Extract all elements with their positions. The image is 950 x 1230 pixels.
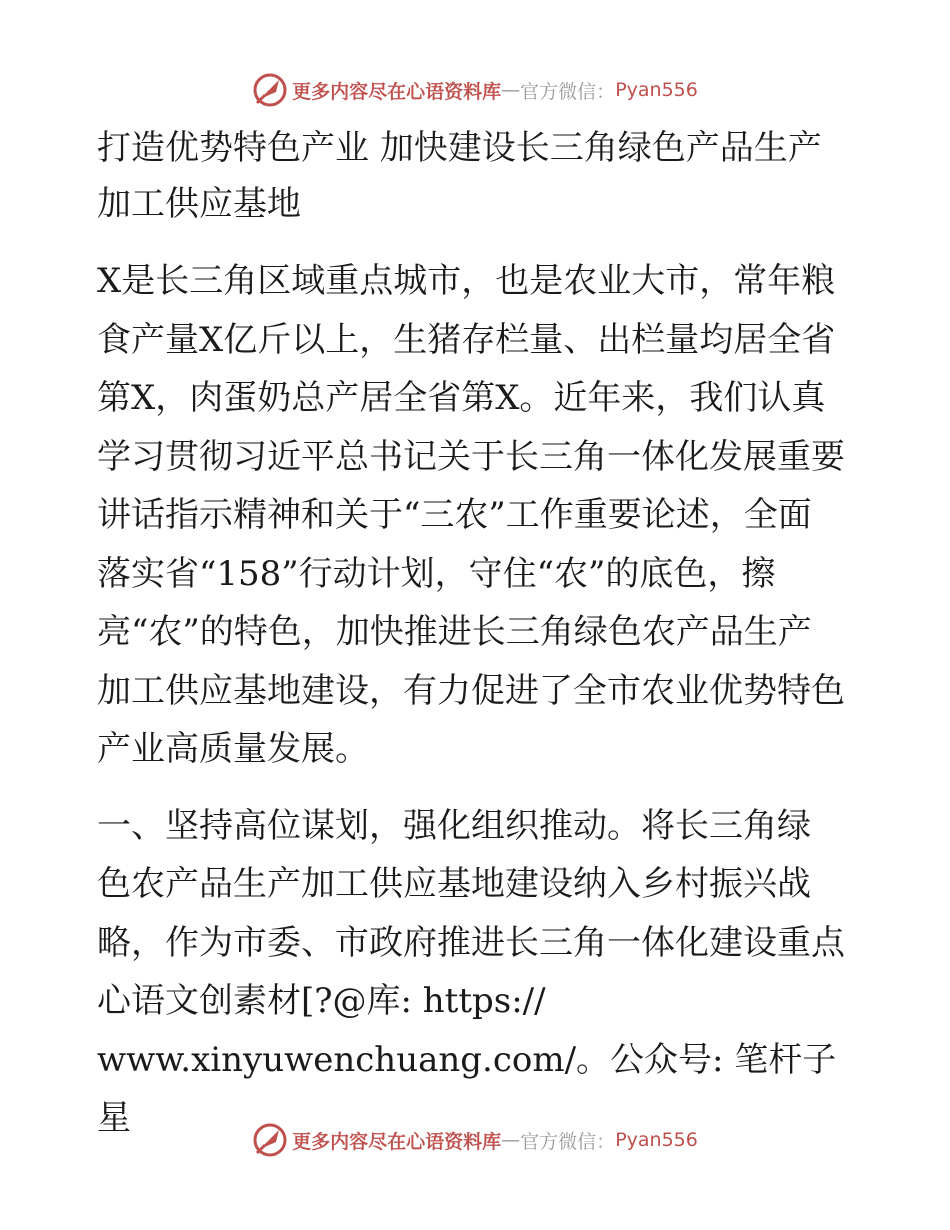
footer-official-text: 官方微信：	[520, 1130, 616, 1153]
header-wechat-id: Pyan556	[615, 79, 698, 101]
text-line: 学习贯彻习近平总书记关于长三角一体化发展重要	[97, 436, 845, 477]
text-line: 第X，肉蛋奶总产居全省第X。近年来，我们认真	[97, 378, 826, 418]
footer-brand-text: 更多内容尽在心语资料库	[292, 1130, 502, 1153]
text-line: 一、坚持高位谋划，强化组织推动。将长三角绿	[97, 805, 811, 846]
title-line: 加工供应基地	[97, 184, 301, 224]
title-line: 打造优势特色产业 加快建设长三角绿色产品生产	[97, 128, 822, 168]
text-line: 色农产品生产加工供应基地建设纳入乡村振兴战	[97, 864, 811, 904]
text-line: 心语文创素材[?@库: https://	[97, 981, 546, 1021]
paragraph-intro	[97, 252, 853, 779]
text-line: www.xinyuwenchuang.com/。公众号: 笔杆子星	[97, 1039, 837, 1138]
header-brand-text: 更多内容尽在心语资料库	[292, 80, 502, 103]
text-line: 亮“农”的特色，加快推进长三角绿色农产品生产	[97, 612, 812, 652]
document-body	[97, 120, 853, 1147]
text-line: 食产量X亿斤以上，生猪存栏量、出栏量均居全省	[97, 319, 836, 360]
paragraph-section-one	[97, 797, 853, 1147]
header-official-text: 官方微信：	[520, 80, 616, 103]
text-line: 落实省“158”行动计划，守住“农”的底色，擦	[97, 553, 776, 594]
footer-banner	[0, 1120, 950, 1160]
footer-separator: —	[501, 1129, 521, 1151]
footer-wechat-id: Pyan556	[615, 1129, 698, 1151]
text-line: 加工供应基地建设，有力促进了全市农业优势特色	[97, 670, 845, 711]
header-banner	[0, 70, 950, 110]
header-separator: —	[501, 79, 521, 101]
text-line: 产业高质量发展。	[97, 729, 369, 769]
text-line: 讲话指示精神和关于“三农”工作重要论述，全面	[97, 495, 812, 535]
text-line: X是长三角区域重点城市，也是农业大市，常年粮	[97, 261, 836, 301]
quill-logo-icon	[252, 72, 288, 108]
document-title	[97, 120, 853, 232]
text-line: 略，作为市委、市政府推进长三角一体化建设重点	[97, 922, 845, 963]
quill-logo-icon	[252, 1122, 288, 1158]
